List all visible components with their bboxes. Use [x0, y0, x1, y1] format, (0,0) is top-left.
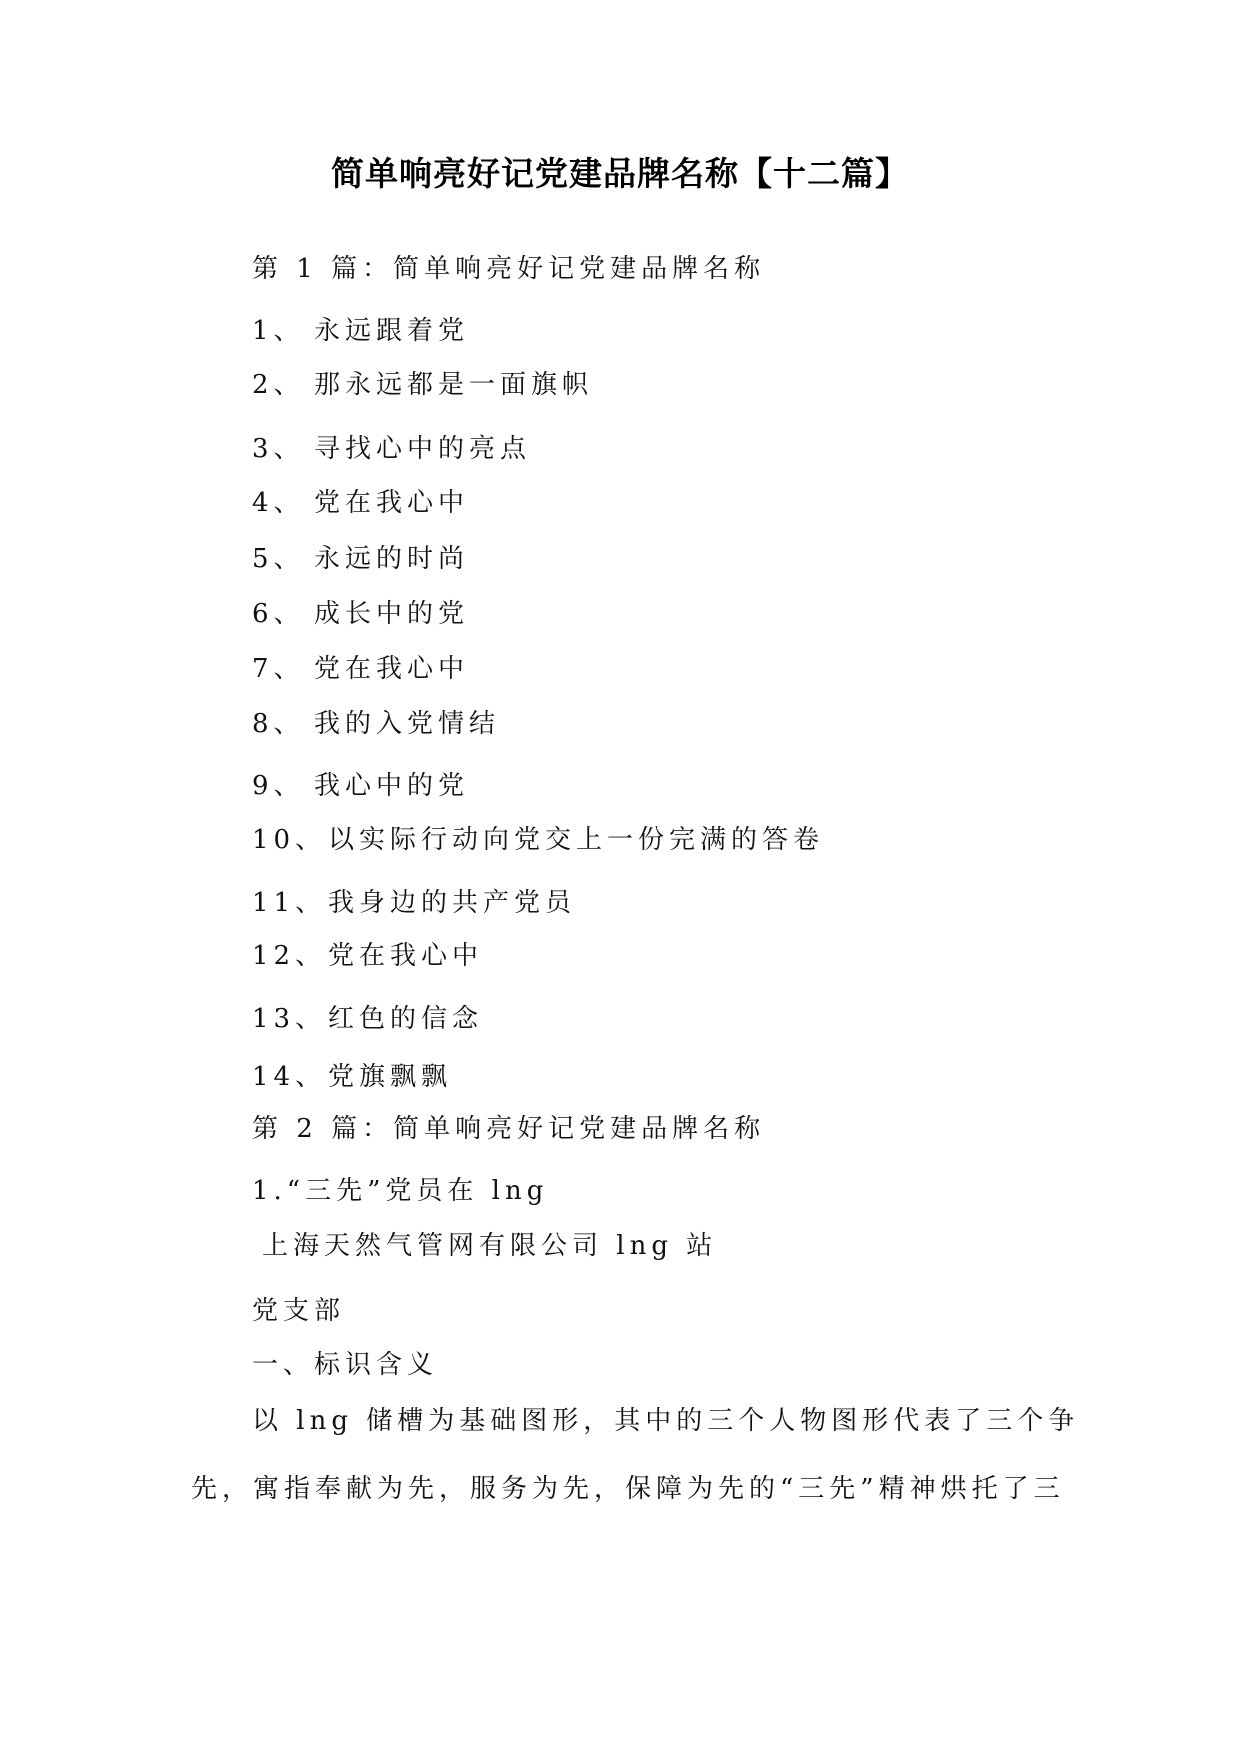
list-item-text: 红色的信念 — [328, 1004, 484, 1034]
list-item-number: 12、 — [252, 941, 327, 971]
list-item-text: 那永远都是一面旗帜 — [314, 370, 594, 400]
list-item-text: 党在我心中 — [314, 654, 470, 684]
list-item-number: 3、 — [252, 434, 305, 464]
section-2-subtitle: 1.“三先”党员在 lng — [252, 1176, 549, 1206]
list-item — [252, 765, 469, 802]
list-item-text: 党旗飘飘 — [328, 1062, 453, 1092]
list-item-number: 2、 — [252, 370, 305, 400]
list-item-text: 成长中的党 — [314, 599, 470, 629]
list-item-number: 10、 — [252, 825, 327, 855]
list-item — [252, 538, 469, 575]
list-item-number: 4、 — [252, 488, 305, 518]
list-item-text: 寻找心中的亮点 — [314, 434, 532, 464]
subsection-heading: 一、标识含义 — [252, 1350, 439, 1380]
paragraph-line: 先，寓指奉献为先，服务为先，保障为先的“三先”精神烘托了三 — [191, 1474, 1065, 1504]
list-item-text: 我的入党情结 — [314, 709, 501, 739]
list-item-number: 11、 — [252, 888, 327, 918]
document-title: 简单响亮好记党建品牌名称【十二篇】 — [331, 154, 909, 193]
list-item-number: 8、 — [252, 709, 305, 739]
list-item — [252, 703, 500, 740]
paragraph-line: 以 lng 储槽为基础图形，其中的三个人物图形代表了三个争 — [252, 1406, 1080, 1436]
list-item-text: 永远跟着党 — [314, 316, 470, 346]
list-item-number: 6、 — [252, 599, 305, 629]
list-item-text: 我身边的共产党员 — [328, 888, 577, 918]
list-item-text: 我心中的党 — [314, 771, 470, 801]
list-item-number: 1、 — [252, 316, 305, 346]
section-2-heading: 第 2 篇：简单响亮好记党建品牌名称 — [252, 1114, 766, 1144]
list-item — [252, 482, 469, 519]
list-item — [252, 310, 469, 347]
list-item-text: 永远的时尚 — [314, 544, 470, 574]
list-item — [252, 1056, 452, 1093]
list-item — [252, 935, 483, 972]
list-item — [252, 882, 576, 919]
list-item-text: 党在我心中 — [314, 488, 470, 518]
list-item-number: 5、 — [252, 544, 305, 574]
list-item-number: 7、 — [252, 654, 305, 684]
branch-name: 党支部 — [252, 1296, 346, 1326]
list-item — [252, 648, 469, 685]
list-item — [252, 819, 824, 856]
list-item-text: 以实际行动向党交上一份完满的答卷 — [328, 825, 825, 855]
list-item — [252, 364, 593, 401]
list-item-number: 9、 — [252, 771, 305, 801]
list-item-number: 13、 — [252, 1004, 327, 1034]
organization-name: 上海天然气管网有限公司 lng 站 — [262, 1231, 718, 1261]
list-item — [252, 593, 469, 630]
section-1-heading: 第 1 篇：简单响亮好记党建品牌名称 — [252, 254, 766, 284]
list-item — [252, 998, 483, 1035]
list-item — [252, 428, 531, 465]
list-item-number: 14、 — [252, 1062, 327, 1092]
list-item-text: 党在我心中 — [328, 941, 484, 971]
